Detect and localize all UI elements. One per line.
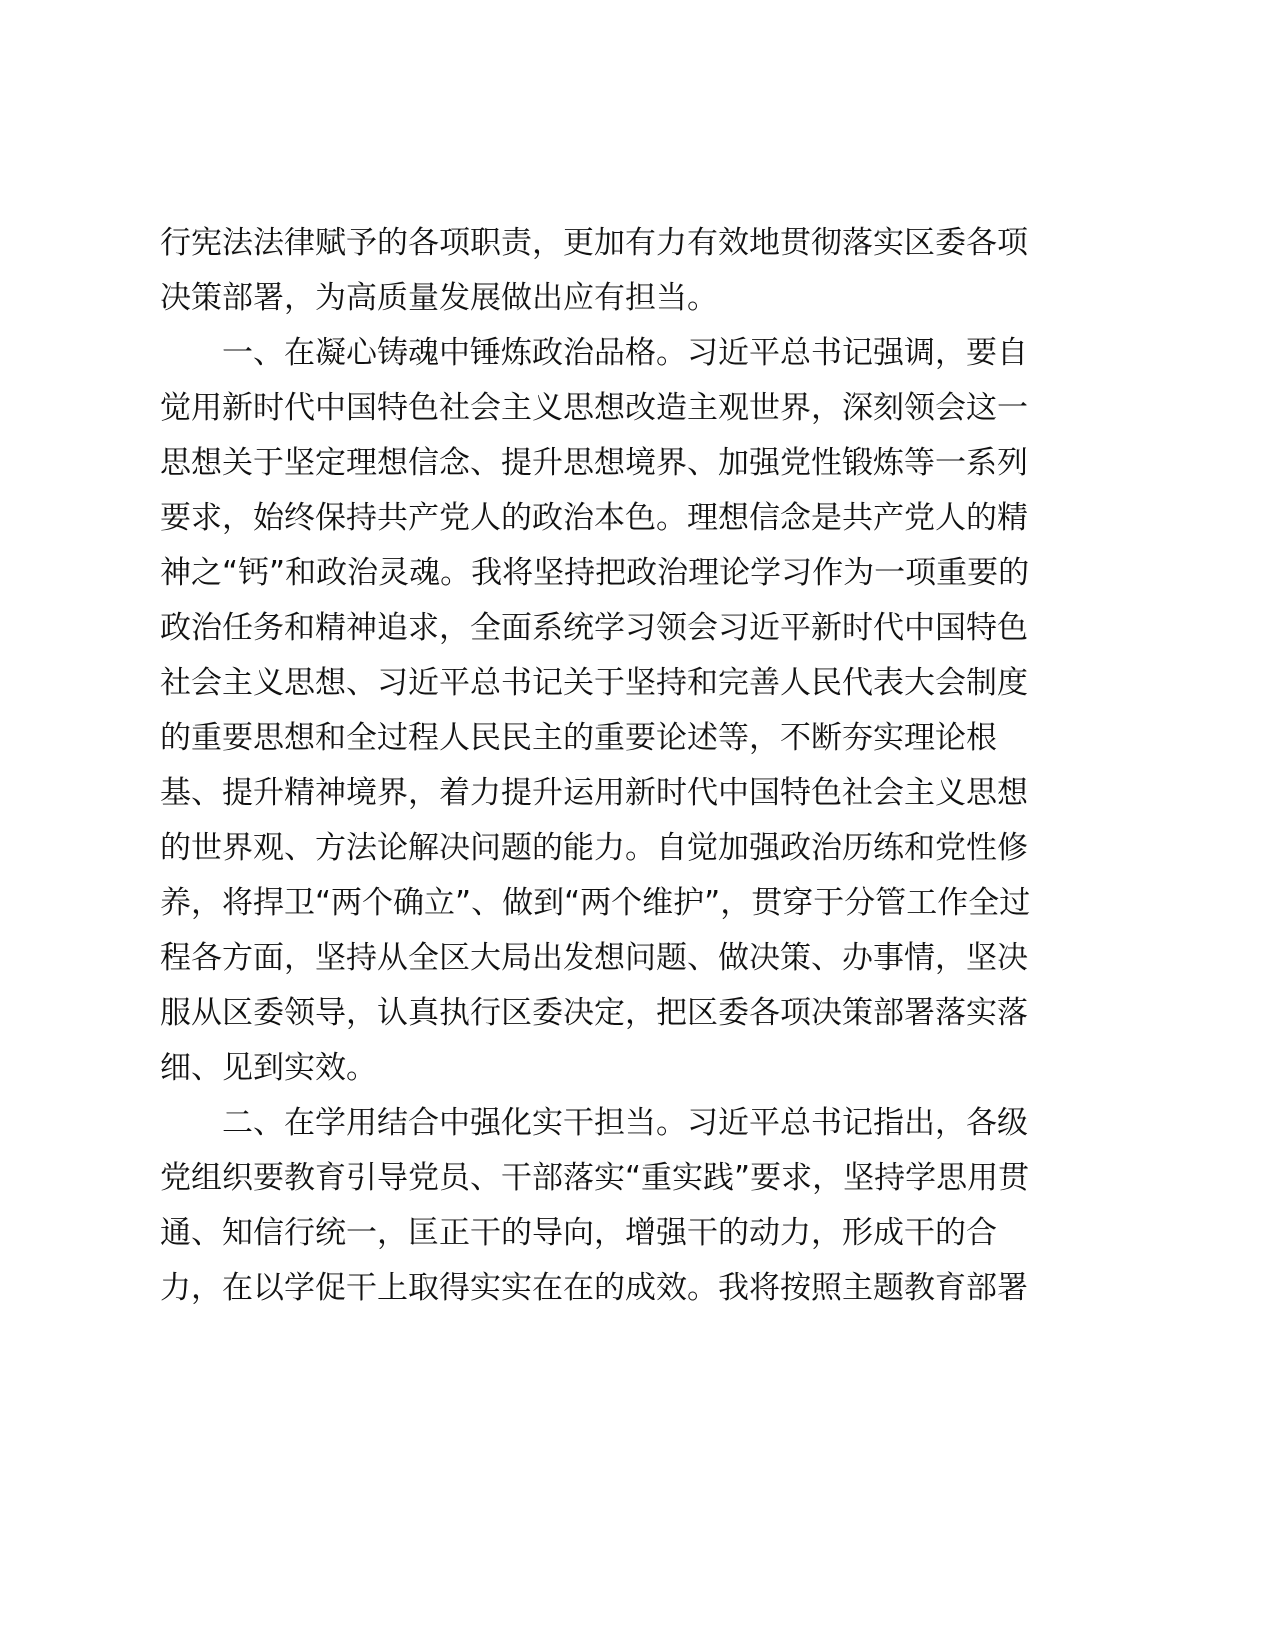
text-line: 神之“钙”和政治灵魂。我将坚持把政治理论学习作为一项重要的 <box>160 555 1030 591</box>
text-line: 的重要思想和全过程人民民主的重要论述等，不断夯实理论根 <box>160 720 997 756</box>
text-line: 养，将捍卫“两个确立”、做到“两个维护”，贯穿于分管工作全过 <box>160 885 1031 921</box>
text-line: 通、知信行统一，匡正干的导向，增强干的动力，形成干的合 <box>160 1215 997 1251</box>
text-line: 思想关于坚定理想信念、提升思想境界、加强党性锻炼等一系列 <box>160 445 1028 481</box>
text-line: 基、提升精神境界，着力提升运用新时代中国特色社会主义思想 <box>160 775 1028 811</box>
text-line: 决策部署，为高质量发展做出应有担当。 <box>160 280 718 316</box>
text-line: 政治任务和精神追求，全面系统学习领会习近平新时代中国特色 <box>160 610 1028 646</box>
text-line: 要求，始终保持共产党人的政治本色。理想信念是共产党人的精 <box>160 500 1028 536</box>
section-heading-line: 二、在学用结合中强化实干担当。习近平总书记指出，各级 <box>222 1105 1028 1141</box>
text-line: 细、见到实效。 <box>160 1050 377 1086</box>
text-line: 党组织要教育引导党员、干部落实“重实践”要求，坚持学思用贯 <box>160 1160 1030 1196</box>
text-line: 的世界观、方法论解决问题的能力。自觉加强政治历练和党性修 <box>160 830 1028 866</box>
text-line: 行宪法法律赋予的各项职责，更加有力有效地贯彻落实区委各项 <box>160 225 1028 261</box>
text-line: 力，在以学促干上取得实实在在的成效。我将按照主题教育部署 <box>160 1270 1028 1306</box>
text-line: 服从区委领导，认真执行区委决定，把区委各项决策部署落实落 <box>160 995 1028 1031</box>
document-body <box>160 216 1050 1316</box>
text-line: 程各方面，坚持从全区大局出发想问题、做决策、办事情，坚决 <box>160 940 1028 976</box>
section-heading-line: 一、在凝心铸魂中锤炼政治品格。习近平总书记强调，要自 <box>222 335 1028 371</box>
text-line: 觉用新时代中国特色社会主义思想改造主观世界，深刻领会这一 <box>160 390 1028 426</box>
text-line: 社会主义思想、习近平总书记关于坚持和完善人民代表大会制度 <box>160 665 1028 701</box>
